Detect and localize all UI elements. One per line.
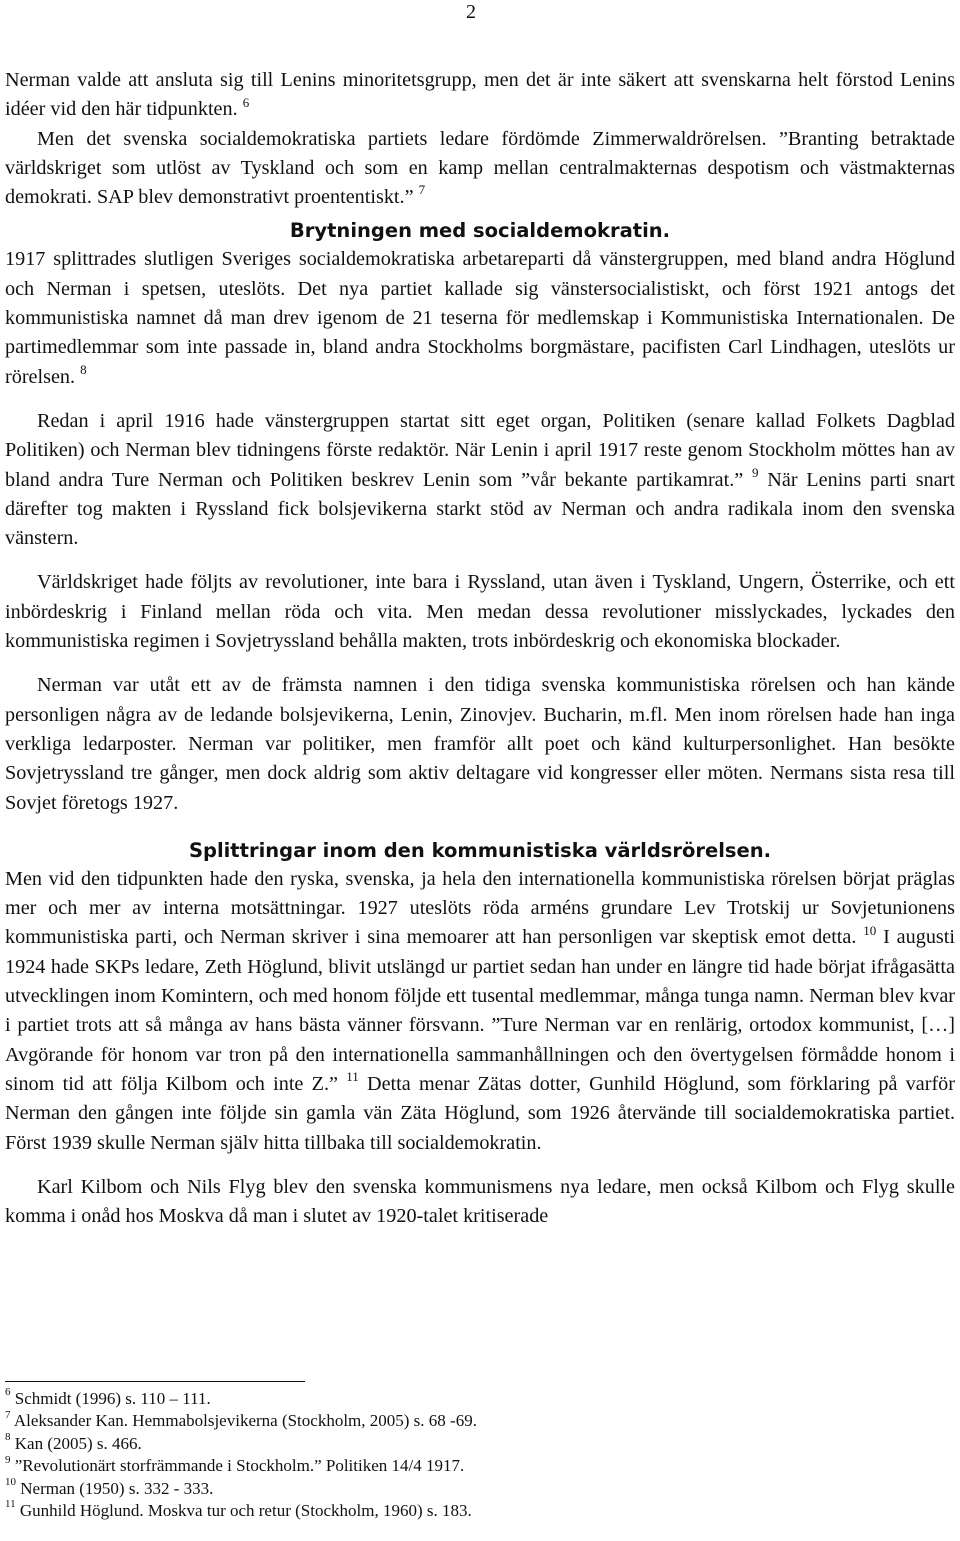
footnote-ref[interactable]: 8	[80, 361, 87, 377]
paragraph: Karl Kilbom och Nils Flyg blev den svenska kommunismens nya ledare, men också Kilbom och Flyg skulle komma i onåd hos Moskva då man i slutet av 1920-talet kritiserade	[5, 1175, 955, 1228]
footnote: $^{11}$ Gunhild Höglund. Moskva tur och retur (Stockholm, 1960) s. 183.	[5, 1498, 472, 1521]
paragraph: Världskriget hade följts av revolutioner, inte bara i Ryssland, utan även i Tyskland, Ungern, Österrike, och ett inbördeskrig i Finland mellan röda och vita. Men medan dessa revolutioner misslyckades, lyckades den kommunistiska regimen i Sovjetryssland behålla makten, trots inbördeskrig och ekonomiska blockader.	[5, 571, 955, 653]
section-heading: Splittringar inom den kommunistiska världsrörelsen.	[188, 838, 772, 862]
page-number: 2	[466, 1, 476, 23]
paragraph: Redan i april 1916 hade vänstergruppen startat sitt eget organ, Politiken (senare kallad Folkets Dagblad Politiken) och Nerman blev tidningens förste redaktör. När Lenin i april 1917 reste genom Stockholm möttes han av bland andra Ture Nerman och Politiken beskrev Lenin som ”vår bekante partikamrat.” $^9$ När Lenins parti snart därefter tog makten i Ryssland fick bolsjevikerna starkt stöd av Nerman och andra radikala inom den svenska vänstern.	[5, 409, 956, 550]
footnote-separator	[5, 1381, 305, 1382]
body-text	[5, 66, 955, 1231]
footnote-ref[interactable]: 10	[863, 922, 877, 938]
footnotes	[5, 1388, 945, 1522]
footnote: $^{10}$ Nerman (1950) s. 332 - 333.	[5, 1475, 214, 1498]
paragraph: Nerman valde att ansluta sig till Lenins minoritetsgrupp, men det är inte säkert att svenskarna helt förstod Lenins idéer vid den här tidpunkten. $^6$	[5, 69, 955, 121]
footnote: $^9$ ”Revolutionärt storfrämmande i Stockholm.” Politiken 14/4 1917.	[5, 1453, 465, 1476]
paragraph: Men det svenska socialdemokratiska partiets ledare fördömde Zimmerwaldrörelsen. ”Branting betraktade världskriget som utlöst av Tyskland och som en kamp mellan centralmakternas despotism och västmakternas demokrati. SAP blev demonstrativt proententiskt.” $^7$	[5, 127, 955, 209]
footnote-ref[interactable]: 6	[242, 94, 250, 110]
section-heading: Brytningen med socialdemokratin.	[289, 219, 671, 243]
footnote: $^6$ Schmidt (1996) s. 110 – 111.	[5, 1386, 211, 1408]
paragraph: 1917 splittrades slutligen Sveriges socialdemokratiska arbetareparti då vänstergruppen, med bland andra Höglund och Nerman i spetsen, uteslöts. Det nya partiet kallade sig vänstersocialistiskt, och först 1921 antogs det kommunistiska namnet då man drev igenom de 21 teserna för medlemskap i Kommunistiska Internationalen. De partimedlemmar som inte passade in, bland andra Stockholms borgmästare, pacifisten Carl Lindhagen, uteslöts ur rörelsen. $^8$	[5, 248, 955, 388]
footnote-ref[interactable]: 7	[418, 182, 426, 198]
footnote-ref[interactable]: 9	[752, 464, 759, 480]
paragraph: Nerman var utåt ett av de främsta namnen i den tidiga svenska kommunistiska rörelsen och han kände personligen några av de ledande bolsjevikerna, Lenin, Zinovjev. Bucharin, m.fl. Men inom rörelsen hade han inga verkliga ledarposter. Nerman var politiker, men framför allt poet och känd kulturpersonlighet. Han besökte Sovjetryssland tre gånger, men dock aldrig som aktiv deltagare vid kongresser eller möten. Nermans sista resa till Sovjet företogs 1927.	[5, 674, 955, 814]
footnote-ref[interactable]: 11	[346, 1069, 359, 1085]
footnote: $^8$ Kan (2005) s. 466.	[5, 1431, 142, 1453]
paragraph: Men vid den tidpunkten hade den ryska, svenska, ja hela den internationella kommunistiska rörelsen börjat präglas mer och mer av interna motsättningar. 1927 uteslöts röda arméns grundare Lev Trotskij ur Sovjetunionens kommunistiska parti, och Nerman skriver i sina memoarer att han personligen var skeptisk emot detta. $^{10}$ I augusti 1924 hade SKPs ledare, Zeth Höglund, blivit utslängd ur partiet sedan han under en längre tid hade börjat ifrågasätta utvecklingen inom Komintern, och med honom följde ett tusental medlemmar, många tunga namn. Nerman blev kvar i partiet trots att så många av hans bästa vänner försvann. ”Ture Nerman var en renlärig, ortodox kommunist, […] Avgörande för honom var tron på den internationella sammanhållningen och den övertygelsen förmådde honom i sinom tid att följa Kilbom och inte Z.” $^{11}$ Detta menar Zätas dotter, Gunhild Höglund, som förklaring på varför Nerman den gången inte följde sin gamla vän Zäta Höglund, som 1926 återvände till socialdemokratiska partiet. Först 1939 skulle Nerman själv hitta tillbaka till socialdemokratin.	[5, 867, 956, 1154]
footnote: $^7$ Aleksander Kan. Hemmabolsjevikerna (Stockholm, 2005) s. 68 -69.	[5, 1408, 477, 1431]
